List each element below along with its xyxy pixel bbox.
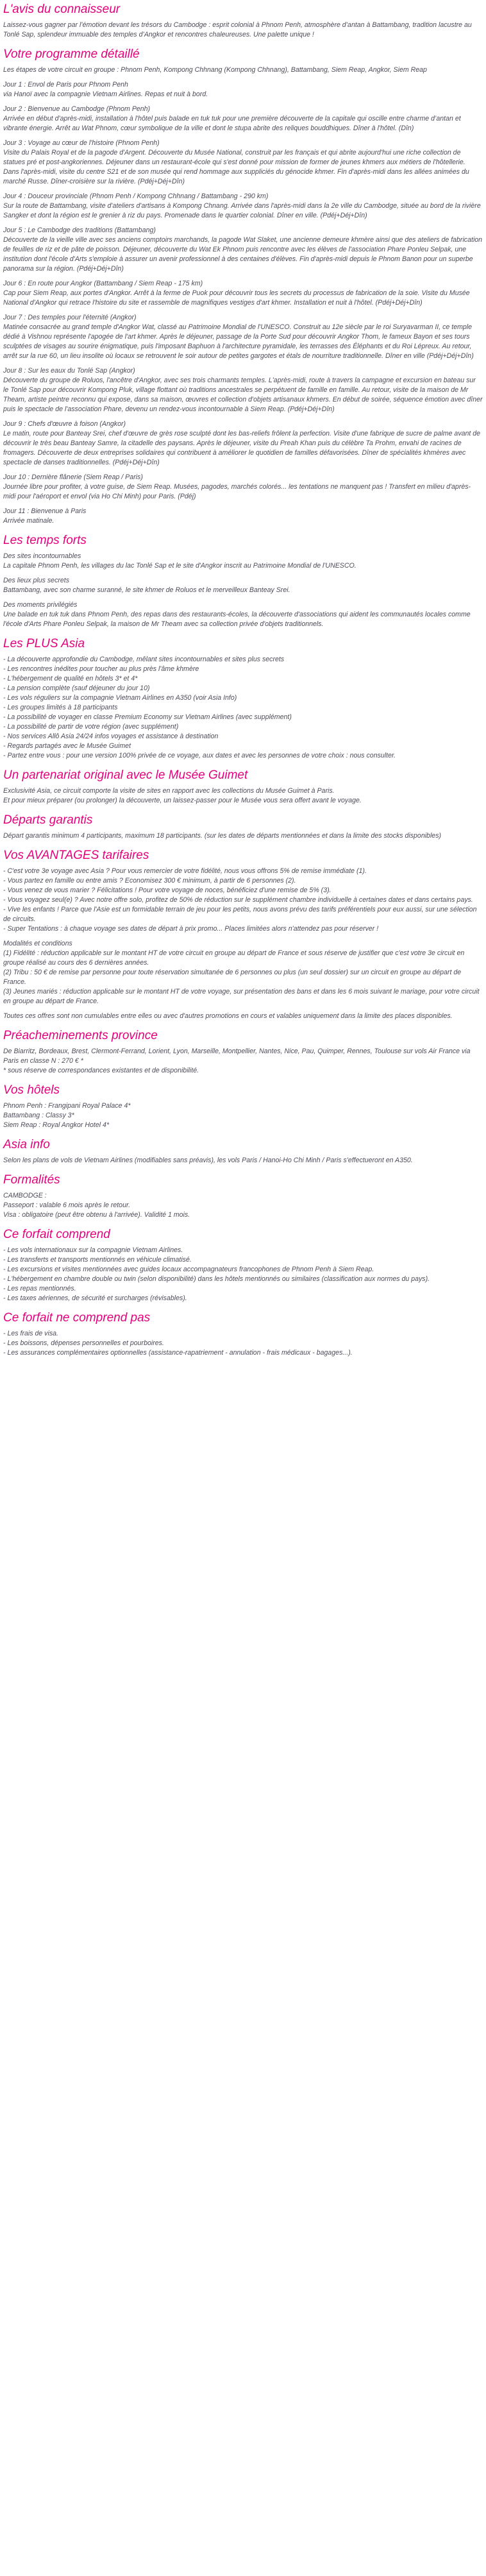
paragraph (3, 105, 483, 133)
paragraph (3, 139, 483, 187)
text-line: Siem Reap : Royal Angkor Hotel 4* (3, 1121, 110, 1129)
section-title: Asia info (3, 1138, 50, 1151)
paragraph (3, 419, 483, 468)
paragraph (3, 1047, 483, 1076)
text-line: Le matin, route pour Banteay Srei, chef d'œuvre de grès rose sculpté dont les bas-reliefs frôlent la perfection. Visite d'une fabrique de sucre de palme avant de découvrir le très beau Banteay Samre, la citadelle des paysans. Après le déjeuner, visite du Preah Khan puis du célèbre Ta Prohm, envahi de racines de fromagers. Découverte de deux entreprises solidaires qui contribuent à améliorer le quotidien de familles défavorisées. Dîner de spécialités khmères avec spectacle de danses traditionnelles. (Pdéj+Déj+Dîn) (3, 430, 481, 466)
text-line: Des lieux plus secrets (3, 577, 70, 584)
text-line: Des sites incontournables (3, 552, 81, 560)
paragraph (3, 366, 483, 414)
text-line: Et pour mieux préparer (ou prolonger) la découverte, un laissez-passer pour le Musée vous sera offert avant le voyage. (3, 797, 362, 804)
text-line: Visite du Palais Royal et de la pagode d'Argent. Découverte du Musée National, construit par les français et qui abrite aujourd'hui une riche collection de statues pré et post-angkoriennes. Déjeuner dans un restaurant-école qui s'est donné pour mission de former de jeunes khmers aux métiers de l'hôtellerie. Dans l'après-midi, visite du centre S21 et de son musée qui rend hommage aux suppliciés du génocide khmer. Fin d'après-midi dans les allées animées du marché Russe. Dîner-croisière sur la rivière. (Pdéj+Déj+Dîn) (3, 149, 469, 185)
text-line: Selon les plans de vols de Vietnam Airlines (modifiables sans préavis), les vols Paris / Hanoi-Ho Chi Minh / Paris s'effectueront en A350. (3, 1157, 413, 1164)
text-line: Découverte de la vieille ville avec ses anciens comptoirs marchands, la pagode Wat Slaket, une ancienne demeure khmère ainsi que des ateliers de fabrication de feuilles de riz et de pâte de poisson. Déjeuner, découverte du Wat Ek Phnom puis rencontre avec les élèves de l'association Phare Ponleu Selpak, une institution dont l'école d'Arts s'emploie à assurer un avenir professionnel à des centaines d'élèves. Fin d'après-midi depuis le Phnom Banon pour un superbe panorama sur la région. (Pdéj+Déj+Dîn) (3, 236, 483, 273)
text-line: - Regards partagés avec le Musée Guimet (3, 742, 131, 750)
text-line: La capitale Phnom Penh, les villages du lac Tonlé Sap et le site d'Angkor inscrit au Patrimoine Mondial de l'UNESCO. (3, 562, 356, 570)
text-line: - L'hébergement de qualité en hôtels 3* et 4* (3, 675, 138, 682)
text-line: Phnom Penh : Frangipani Royal Palace 4* (3, 1102, 131, 1110)
paragraph (3, 576, 483, 595)
text-line: Jour 2 : Bienvenue au Cambodge (Phnom Penh) (3, 105, 151, 113)
paragraph (3, 655, 483, 761)
section (3, 534, 483, 629)
section (3, 3, 483, 40)
section (3, 849, 483, 1021)
section (3, 768, 483, 806)
paragraph (3, 552, 483, 571)
text-line: - Les rencontres inédites pour toucher au plus près l'âme khmère (3, 665, 199, 673)
text-line: Arrivée en début d'après-midi, installation à l'hôtel puis balade en tuk tuk pour une première découverte de la capitale qui oscille entre charme d’antan et vibrante énergie. Arrêt au Wat Phnom, cœur symbolique de la ville et dont le stupa abrite des reliques bouddhiques. Dîner à l'hôtel. (Dîn) (3, 115, 461, 132)
section-title: Ce forfait ne comprend pas (3, 1311, 151, 1325)
paragraph (3, 65, 483, 75)
text-line: (3) Jeunes mariés : réduction applicable sur le montant HT de votre voyage, sur présentation des bans et dans les 6 mois suivant le mariage, pour votre circuit en groupe au départ de France. (3, 988, 480, 1005)
section-title: Un partenariat original avec le Musée Guimet (3, 768, 248, 782)
text-line: via Hanoï avec la compagnie Vietnam Airlines. Repas et nuit à bord. (3, 90, 208, 98)
text-line: - La pension complète (sauf déjeuner du jour 10) (3, 684, 150, 692)
section (3, 1228, 483, 1303)
text-line: - Vous partez en famille ou entre amis ? Economisez 300 € minimum, à partir de 6 personnes (2). (3, 877, 296, 885)
text-line: - Les repas mentionnés. (3, 1285, 76, 1292)
paragraph (3, 1191, 483, 1220)
text-line: Jour 4 : Douceur provinciale (Phnom Penh / Kompong Chhnang / Battambang - 290 km) (3, 192, 269, 200)
section (3, 47, 483, 526)
text-line: - Vous voyagez seul(e) ? Avec notre offre solo, profitez de 50% de réduction sur le supplément chambre individuelle à certaines dates et dans certains pays. (3, 896, 473, 904)
text-line: Départ garantis minimum 4 participants, maximum 18 participants. (sur les dates de départs mentionnées et dans la limite des stocks disponibles) (3, 832, 442, 840)
text-line: Arrivée matinale. (3, 517, 54, 525)
section (3, 1173, 483, 1220)
text-line: Jour 7 : Des temples pour l'éternité (Angkor) (3, 314, 137, 321)
text-line: - Partez entre vous : pour une version 100% privée de ce voyage, aux dates et avec les personnes de votre choix : nous consulter. (3, 752, 396, 759)
text-line: - La découverte approfondie du Cambodge, mêlant sites incontournables et sites plus secrets (3, 656, 285, 663)
paragraph (3, 279, 483, 308)
text-line: Les étapes de votre circuit en groupe : Phnom Penh, Kompong Chhnang (Kompong Chhnang), Battambang, Siem Reap, Angkor, Siem Reap (3, 66, 427, 74)
text-line: - L'hébergement en chambre double ou twin (selon disponibilité) dans les hôtels mentionnés ou similaires (classification aux normes du pays). (3, 1275, 430, 1283)
paragraph (3, 831, 483, 841)
text-line: - Les excursions et visites mentionnées avec guides locaux accompagnateurs francophones de Phnom Penh à Siem Reap. (3, 1266, 374, 1273)
section-title: Préacheminements province (3, 1029, 158, 1042)
text-line: - Les groupes limités à 18 participants (3, 704, 118, 711)
section (3, 813, 483, 841)
paragraph (3, 600, 483, 629)
text-line: - Vive les enfants ! Parce que l'Asie est un formidable terrain de jeu pour les petits, nous avons prévu des tarifs préférentiels pour eux aussi, sur une sélection de circuits. (3, 906, 477, 923)
text-line: * sous réserve de correspondances existantes et de disponibilité. (3, 1067, 199, 1074)
text-line: Visa : obligatoire (peut être obtenu à l'arrivée). Validité 1 mois. (3, 1211, 190, 1219)
paragraph (3, 1156, 483, 1165)
text-line: - Les vols internationaux sur la compagnie Vietnam Airlines. (3, 1246, 183, 1254)
text-line: - Vous venez de vous marier ? Félicitations ! Pour votre voyage de noces, bénéficiez d'une remise de 5% (3). (3, 886, 331, 894)
text-line: De Biarritz, Bordeaux, Brest, Clermont-Ferrand, Lorient, Lyon, Marseille, Montpellier, Nantes, Nice, Pau, Quimper, Rennes, Toulouse sur vols Air France via Paris en classe N : 270 € * (3, 1047, 471, 1065)
text-line: Jour 6 : En route pour Angkor (Battambang / Siem Reap - 175 km) (3, 280, 203, 287)
text-line: Jour 10 : Dernière flânerie (Siem Reap / Paris) (3, 473, 143, 481)
paragraph (3, 786, 483, 806)
text-line: - La possibilité de voyager en classe Premium Economy sur Vietnam Airlines (avec supplément) (3, 713, 292, 721)
section (3, 1311, 483, 1358)
paragraph (3, 1329, 483, 1358)
text-line: - Les taxes aériennes, de sécurité et surcharges (révisables). (3, 1294, 187, 1302)
text-line: - Les assurances complémentaires optionnelles (assistance-rapatriement - annulation - frais médicaux - bagages...). (3, 1349, 353, 1357)
text-line: Toutes ces offres sont non cumulables entre elles ou avec d'autres promotions en cours et valables uniquement dans la limite des places disponibles. (3, 1012, 453, 1020)
section-title: Départs garantis (3, 813, 93, 827)
text-line: Jour 8 : Sur les eaux du Tonlé Sap (Angkor) (3, 367, 135, 375)
text-line: Laissez-vous gagner par l’émotion devant les trésors du Cambodge : esprit colonial à Phnom Penh, atmosphère d’antan à Battambang, tradition lacustre au Tonlé Sap, splendeur immuable des temples d’Angkor et rencontres chaleureuses. Une palette unique ! (3, 21, 472, 38)
paragraph (3, 1101, 483, 1130)
paragraph (3, 80, 483, 99)
text-line: Jour 3 : Voyage au cœur de l'histoire (Phnom Penh) (3, 139, 160, 147)
text-line: Passeport : valable 6 mois après le retour. (3, 1201, 131, 1209)
text-line: Jour 9 : Chefs d'œuvre à foison (Angkor) (3, 420, 126, 428)
section-title: Les PLUS Asia (3, 637, 85, 650)
text-line: Exclusivité Asia, ce circuit comporte la visite de sites en rapport avec les collections du Musée Guimet à Paris. (3, 787, 335, 795)
text-line: CAMBODGE : (3, 1192, 47, 1199)
section (3, 1138, 483, 1165)
paragraph (3, 192, 483, 221)
text-line: Une balade en tuk tuk dans Phnom Penh, des repas dans des restaurants-écoles, la découverte d'associations qui aident les communautés locales comme l'école d'Arts Phare Ponleu Selpak, la maison de Mr Theam avec sa collection privée d'objets traditionnels. (3, 611, 471, 628)
section-title: L'avis du connaisseur (3, 3, 121, 16)
text-line: Des moments privilégiés (3, 601, 78, 609)
section-title: Les temps forts (3, 534, 87, 547)
text-line: - C'est votre 3e voyage avec Asia ? Pour vous remercier de votre fidélité, nous vous offrons 5% de remise immédiate (1). (3, 867, 367, 875)
paragraph (3, 226, 483, 274)
text-line: - Les vols réguliers sur la compagnie Vietnam Airlines en A350 (voir Asia Info) (3, 694, 237, 702)
paragraph (3, 939, 483, 1006)
text-line: Sur la route de Battambang, visite d'ateliers d'artisans à Kompong Chnang. Arrivée dans l'après-midi dans la 2e ville du Cambodge, située au bord de la rivière Sangker et dont la région est le grenier à riz du pays. Promenade dans le quartier colonial. Dîner en ville. (Pdéj+Déj+Dîn) (3, 202, 481, 219)
paragraph (3, 313, 483, 361)
text-line: Matinée consacrée au grand temple d'Angkor Wat, classé au Patrimoine Mondial de l'UNESCO. Construit au 12e siècle par le roi Suryavarman II, ce temple dédié à Vishnou représente l'apogée de l'art khmer. Après le déjeuner, passage de la Porte Sud pour découvrir Angkor Thom, le fameux Bayon et ses tours sculptées de visages au sourire énigmatique, puis l'imposant Baphuon à l'architecture pyramidale, les terrasses des Éléphants et du Roi Lépreux. Au retour, arrêt sur la rue 60, un lieu insolite où locaux se retrouvent le soir autour de petites gargotes et étals de nourriture traditionnelle. Dîner en ville (Pdéj+Déj+Dîn) (3, 323, 474, 360)
text-line: Journée libre pour profiter, à votre guise, de Siem Reap. Musées, pagodes, marchés colorés... les tentations ne manquent pas ! Transfert en milieu d'après-midi pour l'aéroport et envol (via Ho Chi Minh) pour Paris. (Pdéj) (3, 483, 471, 500)
text-line: Battambang, avec son charme suranné, le site khmer de Roluos et le merveilleux Banteay Srei. (3, 586, 290, 594)
text-line: - La possibilité de partir de votre région (avec supplément) (3, 723, 179, 731)
text-line: Cap pour Siem Reap, aux portes d'Angkor. Arrêt à la ferme de Puok pour découvrir tous les secrets du processus de fabrication de la soie. Visite du Musée National d'Angkor qui retrace l'histoire du site et rassemble de magnifiques vestiges d'art khmer. Installation et nuit à l'hôtel. (Pdéj+Déj+Dîn) (3, 289, 470, 307)
text-line: - Les boissons, dépenses personnelles et pourboires. (3, 1339, 164, 1347)
text-line: Modalités et conditions (3, 940, 72, 947)
section (3, 1083, 483, 1130)
section-title: Formalités (3, 1173, 60, 1187)
paragraph (3, 1246, 483, 1303)
text-line: - Les frais de visa. (3, 1330, 58, 1337)
section-title: Vos AVANTAGES tarifaires (3, 849, 149, 862)
section-title: Vos hôtels (3, 1083, 60, 1097)
text-line: (1) Fidélité : réduction applicable sur le montant HT de votre circuit en groupe au départ de France et sous réserve de justifier que c'est votre 3e circuit en groupe réalisé au cours des 6 dernières années. (3, 949, 465, 967)
text-line: - Super Tentations : à chaque voyage ses dates de départ à prix promo... Places limitées alors n'attendez pas pour réserver ! (3, 925, 379, 933)
paragraph (3, 473, 483, 502)
text-line: Jour 11 : Bienvenue à Paris (3, 507, 87, 515)
paragraph (3, 21, 483, 40)
text-line: Battambang : Classy 3* (3, 1112, 74, 1119)
section (3, 637, 483, 761)
text-line: (2) Tribu : 50 € de remise par personne pour toute réservation simultanée de 6 personnes ou plus (un seul dossier) sur un circuit en groupe au départ de France. (3, 969, 462, 986)
paragraph (3, 507, 483, 526)
section-title: Votre programme détaillé (3, 47, 140, 61)
text-line: Jour 5 : Le Cambodge des traditions (Battambang) (3, 226, 156, 234)
text-line: - Les transferts et transports mentionnés en véhicule climatisé. (3, 1256, 192, 1264)
section (3, 1029, 483, 1076)
text-line: Découverte du groupe de Roluos, l'ancêtre d'Angkor, avec ses trois charmants temples. L'après-midi, route à travers la campagne et excursion en bateau sur le Tonlé Sap pour découvrir Kompong Pluk, village flottant où traditions ancestrales se perpétuent de famille en famille. Au retour, visite de la maison de Mr Theam, artiste peintre reconnu qui expose, dans sa maison, œuvres et collection d'objets artisanaux khmers. En début de soirée, séquence émotion avec dîner puis le spectacle de l'association Phare, devenu un rendez-vous incontournable à Siem Reap. (Pdéj+Déj+Dîn) (3, 377, 483, 413)
text-line: - Nos services Allô Asia 24/24 infos voyages et assistance à destination (3, 733, 219, 740)
paragraph (3, 1012, 483, 1021)
section-title: Ce forfait comprend (3, 1228, 110, 1241)
paragraph (3, 867, 483, 934)
text-line: Jour 1 : Envol de Paris pour Phnom Penh (3, 81, 128, 89)
